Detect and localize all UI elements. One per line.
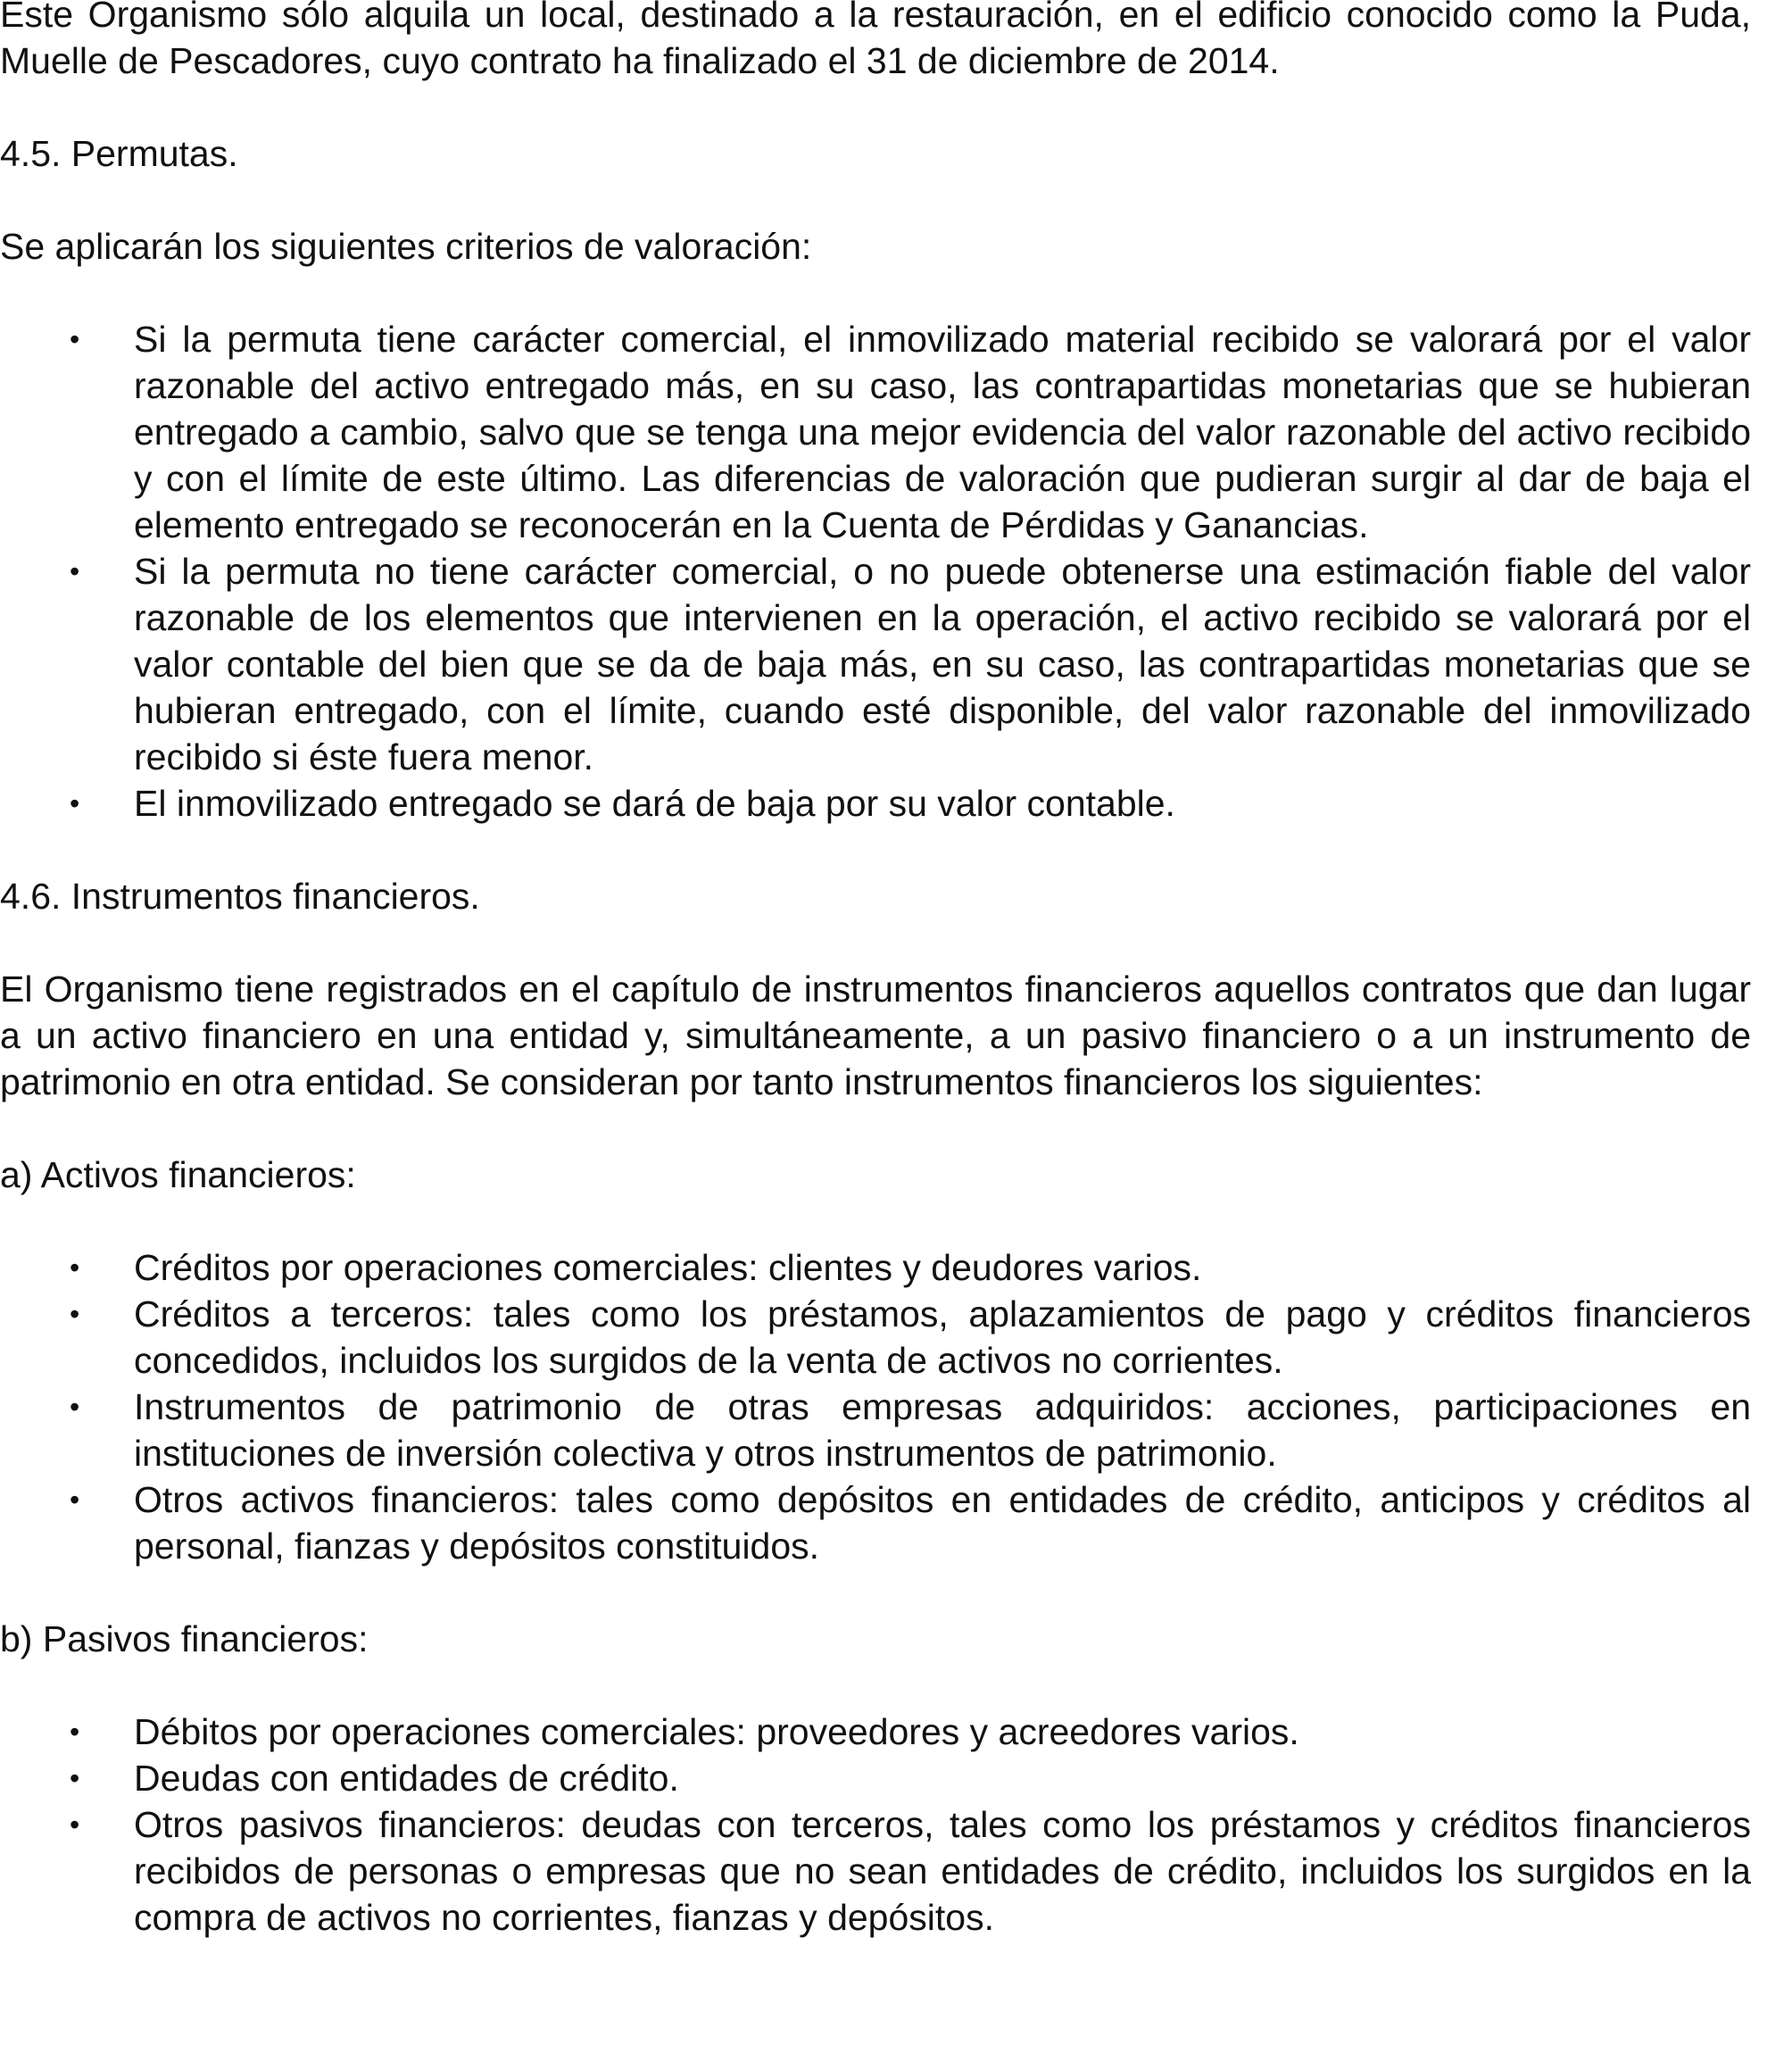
list-item: [0, 1709, 1751, 1755]
list-item-text: Instrumentos de patrimonio de otras empresas adquiridos: acciones, participaciones en instituciones de inversión colectiva y otros instrumentos de patrimonio.: [134, 1386, 1751, 1474]
section-4-5-heading: 4.5. Permutas.: [0, 133, 238, 174]
bullet-icon: •: [70, 1808, 80, 1841]
list-item-text: El inmovilizado entregado se dará de baja por su valor contable.: [134, 783, 1175, 824]
bullet-icon: •: [70, 1391, 80, 1423]
activos-list: [0, 1244, 1751, 1569]
bullet-icon: •: [70, 787, 80, 819]
list-item-text: Otros pasivos financieros: deudas con terceros, tales como los préstamos y créditos financieros recibidos de personas o empresas que no sean entidades de crédito, incluidos los surgidos en la compra de activos no corrientes, fianzas y depósitos.: [134, 1804, 1751, 1938]
pasivos-list: [0, 1709, 1751, 1941]
bullet-icon: •: [70, 1298, 80, 1330]
permutas-list: [0, 316, 1751, 827]
list-item: [0, 548, 1751, 780]
pasivos-heading: b) Pasivos financieros:: [0, 1618, 369, 1659]
intro-paragraph: Este Organismo sólo alquila un local, destinado a la restauración, en el edificio conocido como la Puda, Muelle de Pescadores, cuyo contrato ha finalizado el 31 de diciembre de 2014.: [0, 0, 1751, 81]
activos-heading: a) Activos financieros:: [0, 1154, 356, 1195]
list-item-text: Deudas con entidades de crédito.: [134, 1758, 679, 1799]
section-4-6-lead: El Organismo tiene registrados en el capítulo de instrumentos financieros aquellos contratos que dan lugar a un activo financiero en una entidad y, simultáneamente, a un pasivo financiero o a un instrumento de patrimonio en otra entidad. Se consideran por tanto instrumentos financieros los siguientes:: [0, 969, 1751, 1102]
bullet-icon: •: [70, 1762, 80, 1794]
list-item: [0, 1244, 1751, 1291]
list-item-text: Si la permuta tiene carácter comercial, el inmovilizado material recibido se valorará por el valor razonable del activo entregado más, en su caso, las contrapartidas monetarias que se hubieran entregado a cambio, salvo que se tenga una mejor evidencia del valor razonable del activo recibido y con el límite de este último. Las diferencias de valoración que pudieran surgir al dar de baja el elemento entregado se reconocerán en la Cuenta de Pérdidas y Ganancias.: [134, 319, 1751, 545]
list-item-text: Créditos por operaciones comerciales: clientes y deudores varios.: [134, 1247, 1202, 1288]
bullet-icon: •: [70, 323, 80, 355]
section-4-6-heading: 4.6. Instrumentos financieros.: [0, 876, 480, 917]
list-item-text: Créditos a terceros: tales como los préstamos, aplazamientos de pago y créditos financieros concedidos, incluidos los surgidos de la venta de activos no corrientes.: [134, 1293, 1751, 1381]
list-item: [0, 1801, 1751, 1941]
list-item-text: Si la permuta no tiene carácter comercial, o no puede obtenerse una estimación fiable del valor razonable de los elementos que intervienen en la operación, el activo recibido se valorará por el valor contable del bien que se da de baja más, en su caso, las contrapartidas monetarias que se hubieran entregado, con el límite, cuando esté disponible, del valor razonable del inmovilizado recibido si éste fuera menor.: [134, 551, 1751, 777]
section-4-5-lead: Se aplicarán los siguientes criterios de valoración:: [0, 226, 812, 267]
list-item-text: Débitos por operaciones comerciales: proveedores y acreedores varios.: [134, 1711, 1299, 1752]
bullet-icon: •: [70, 1716, 80, 1748]
bullet-icon: •: [70, 1251, 80, 1284]
list-item: [0, 1384, 1751, 1476]
bullet-icon: •: [70, 1484, 80, 1516]
list-item: [0, 1291, 1751, 1384]
list-item: [0, 1755, 1751, 1801]
list-item: [0, 316, 1751, 548]
list-item-text: Otros activos financieros: tales como depósitos en entidades de crédito, anticipos y créditos al personal, fianzas y depósitos constituidos.: [134, 1479, 1751, 1567]
bullet-icon: •: [70, 555, 80, 587]
list-item: [0, 1476, 1751, 1569]
list-item: [0, 780, 1751, 827]
